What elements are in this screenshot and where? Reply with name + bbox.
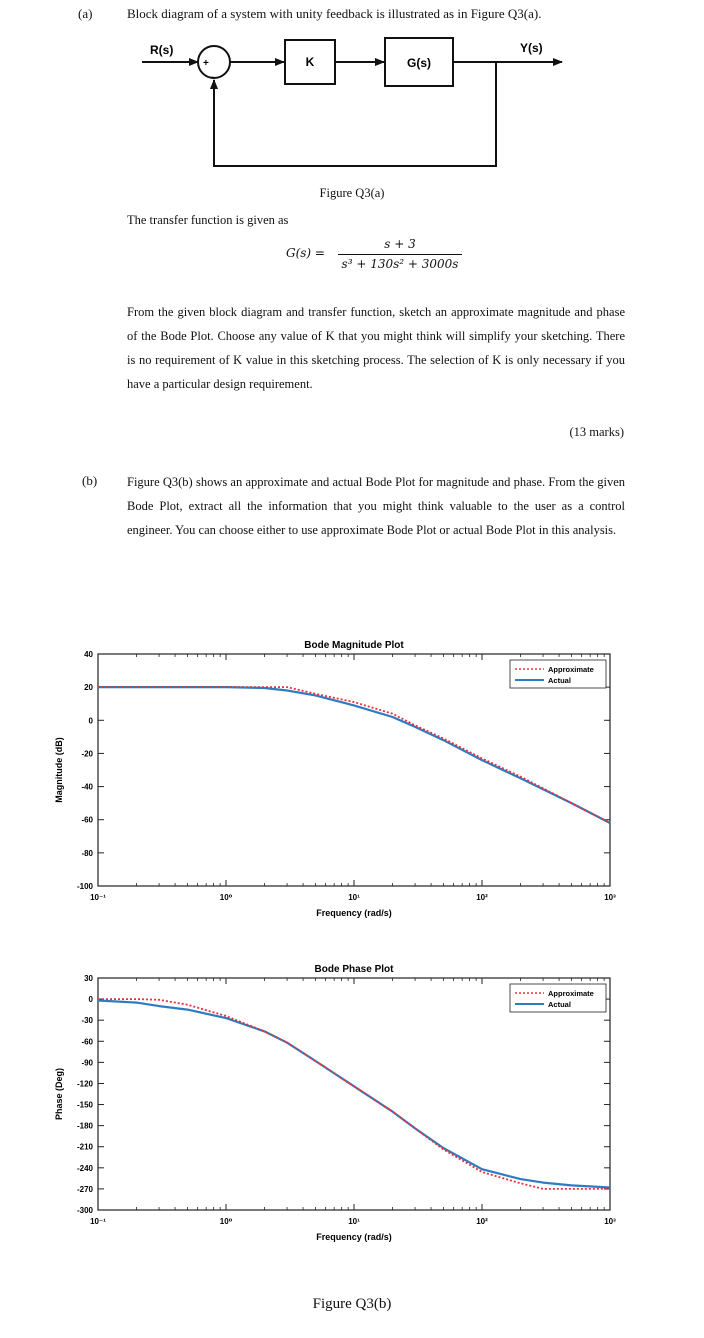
phase-ytick-label: -90 xyxy=(81,1058,93,1068)
phase-ytick-label: -180 xyxy=(76,1121,93,1131)
mag-ytick-label: -40 xyxy=(81,782,93,792)
mag-series-actual-line xyxy=(98,687,610,823)
mag-ylabel: Magnitude (dB) xyxy=(54,737,64,803)
mag-ytick-label: -100 xyxy=(76,882,93,891)
gain-label: K xyxy=(305,55,315,69)
mag-ytick-label: 20 xyxy=(84,683,93,693)
mag-axes-box xyxy=(98,654,610,886)
part-b-text: Figure Q3(b) shows an approximate and actual Bode Plot for magnitude and phase. From the given Bode Plot, extract all the information that you might think valuable to the user as a control engineer. You can choose either to use approximate Bode Plot or actual Bode Plot in this analysis. xyxy=(127,475,625,537)
mag-series-approximate-line xyxy=(98,687,610,823)
tf-fraction-bar xyxy=(338,254,462,255)
phase-ytick-label: -150 xyxy=(76,1100,93,1110)
question-label-a: (a) xyxy=(78,6,93,21)
mag-xtick-label: 10² xyxy=(476,893,488,902)
phase-ytick-label: -30 xyxy=(81,1016,93,1026)
block-diagram xyxy=(130,30,590,180)
phase-ytick-label: -300 xyxy=(76,1206,93,1215)
phase-legend-label-approximate: Approximate xyxy=(548,989,594,998)
mag-ytick-label: 40 xyxy=(84,650,93,659)
phase-ytick-label: -240 xyxy=(76,1163,93,1173)
phase-ytick-label: 0 xyxy=(88,995,93,1005)
figure-q3a-caption: Figure Q3(a) xyxy=(319,186,385,200)
bode-magnitude-plot xyxy=(50,636,630,931)
phase-series-actual-line xyxy=(98,1001,610,1188)
tf-denominator: s³ + 130s² + 3000s xyxy=(341,257,459,271)
mag-ytick-label: -60 xyxy=(81,815,93,825)
phase-title: Bode Phase Plot xyxy=(314,964,394,975)
phase-xtick-label: 10⁰ xyxy=(219,1217,233,1226)
phase-axes-box xyxy=(98,978,610,1210)
marks-label: (13 marks) xyxy=(569,425,624,439)
phase-ytick-label: -60 xyxy=(81,1037,93,1047)
mag-ytick-label: -80 xyxy=(81,848,93,858)
phase-ytick-label: -120 xyxy=(76,1079,93,1089)
mag-xtick-label: 10⁰ xyxy=(219,893,233,902)
tf-numerator: s + 3 xyxy=(384,237,416,251)
output-label: Y(s) xyxy=(520,41,543,55)
mag-legend-label-actual: Actual xyxy=(548,676,571,685)
tf-intro: The transfer function is given as xyxy=(127,213,289,227)
part-a-instructions: From the given block diagram and transfer function, sketch an approximate magnitude and phase of the Bode Plot. Choose any value of K that you might think will simplify your sketching. There is no requirement of K value in this sketching process. The selection of K is only necessary if you have a particular design requirement. xyxy=(127,305,625,391)
mag-ytick-label: -20 xyxy=(81,749,93,759)
mag-xtick-label: 10³ xyxy=(604,893,616,902)
phase-series-approximate-line xyxy=(98,999,610,1189)
mag-xtick-label: 10⁻¹ xyxy=(90,893,106,902)
phase-xtick-label: 10² xyxy=(476,1217,488,1226)
mag-xtick-label: 10¹ xyxy=(348,893,360,902)
plus-sign: + xyxy=(203,58,209,69)
plant-label: G(s) xyxy=(407,56,431,70)
mag-legend-label-approximate: Approximate xyxy=(548,665,594,674)
minus-sign: - xyxy=(211,72,215,83)
phase-xtick-label: 10¹ xyxy=(348,1217,360,1226)
phase-ytick-label: -210 xyxy=(76,1142,93,1152)
figure-q3b-caption: Figure Q3(b) xyxy=(312,1296,392,1312)
mag-xlabel: Frequency (rad/s) xyxy=(316,908,392,918)
phase-ytick-label: 30 xyxy=(84,974,93,983)
bode-phase-plot xyxy=(50,960,630,1255)
part-a-intro: Block diagram of a system with unity feedback is illustrated as in Figure Q3(a). xyxy=(127,6,542,21)
mag-ytick-label: 0 xyxy=(88,716,93,726)
phase-xtick-label: 10⁻¹ xyxy=(90,1217,106,1226)
question-label-b: (b) xyxy=(82,473,98,488)
phase-ylabel: Phase (Deg) xyxy=(54,1067,64,1121)
phase-legend-label-actual: Actual xyxy=(548,1000,571,1009)
phase-ytick-label: -270 xyxy=(76,1184,93,1194)
phase-xlabel: Frequency (rad/s) xyxy=(316,1232,392,1242)
phase-xtick-label: 10³ xyxy=(604,1217,616,1226)
mag-title: Bode Magnitude Plot xyxy=(304,640,404,651)
input-label: R(s) xyxy=(150,43,174,57)
tf-lhs: G(s) = xyxy=(286,246,325,260)
